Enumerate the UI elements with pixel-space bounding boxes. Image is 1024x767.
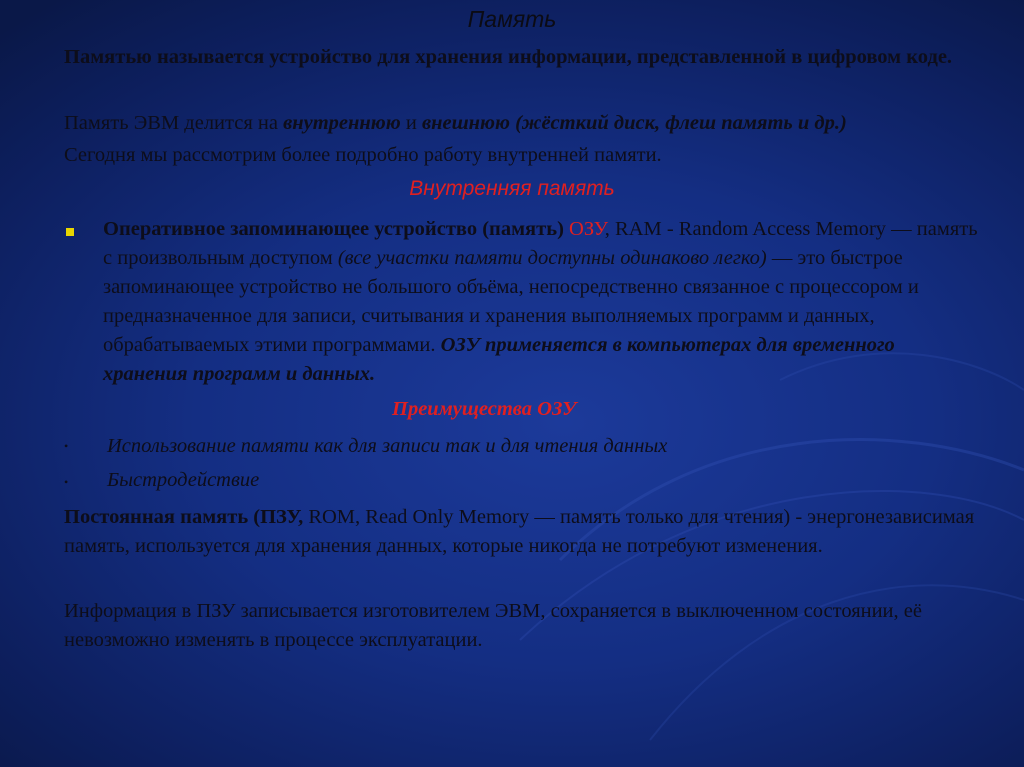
memory-division-text: Память ЭВМ делится на xyxy=(64,112,284,134)
ram-description: , RAM - Random Access Memory — память с произвольным доступом xyxy=(103,218,978,269)
rom-info-paragraph: Информация в ПЗУ записывается изготовителем ЭВМ, сохраняется в выключенном состоянии, её невозможно изменять в процессе эксплуатации. xyxy=(64,600,922,651)
dot-bullet-icon: • xyxy=(64,475,69,489)
intro-sentence: Сегодня мы рассмотрим более подробно работу внутренней памяти. xyxy=(64,144,662,166)
ram-description-cont: — это быстрое запоминающее устройство не большого объёма, непосредственно связанное с процессором и предназначенное для записи, считывания и хранения выполняемых программ и данных, обрабатываемых этими программами. xyxy=(103,247,919,356)
memory-definition: Памятью называется устройство для хранения информации, представленной в цифровом коде. xyxy=(64,46,953,68)
advantages-heading: Преимущества ОЗУ xyxy=(392,398,577,420)
internal-memory-term: внутреннюю xyxy=(283,112,401,134)
ram-parenthetical: (все участки памяти доступны одинаково легко) xyxy=(337,247,767,269)
memory-division xyxy=(64,109,984,138)
square-bullet-icon xyxy=(66,228,74,236)
internal-memory-heading: Внутренняя память xyxy=(409,177,615,200)
memory-division-and: и xyxy=(400,112,422,134)
ram-usage: ОЗУ применяется в компьютерах для временного хранения программ и данных. xyxy=(103,334,895,385)
dot-bullet-icon: • xyxy=(64,439,69,453)
rom-paragraph xyxy=(64,503,984,561)
ram-paragraph xyxy=(103,215,983,389)
rom-lead: Постоянная память (ПЗУ, xyxy=(64,506,304,528)
slide-title: Память xyxy=(467,6,557,32)
advantage-item: Быстродействие xyxy=(107,469,260,491)
external-memory-term: внешнюю (жёсткий диск, флеш память и др.) xyxy=(421,112,847,134)
advantage-item: Использование памяти как для записи так и для чтения данных xyxy=(107,435,668,457)
ram-lead: Оперативное запоминающее устройство (память) xyxy=(103,218,564,240)
ram-abbrev: ОЗУ xyxy=(563,218,605,240)
rom-description: ROM, Read Only Memory — память только для чтения) - энергонезависимая память, используется для хранения данных, которые никогда не потребуют изменения. xyxy=(64,506,975,557)
